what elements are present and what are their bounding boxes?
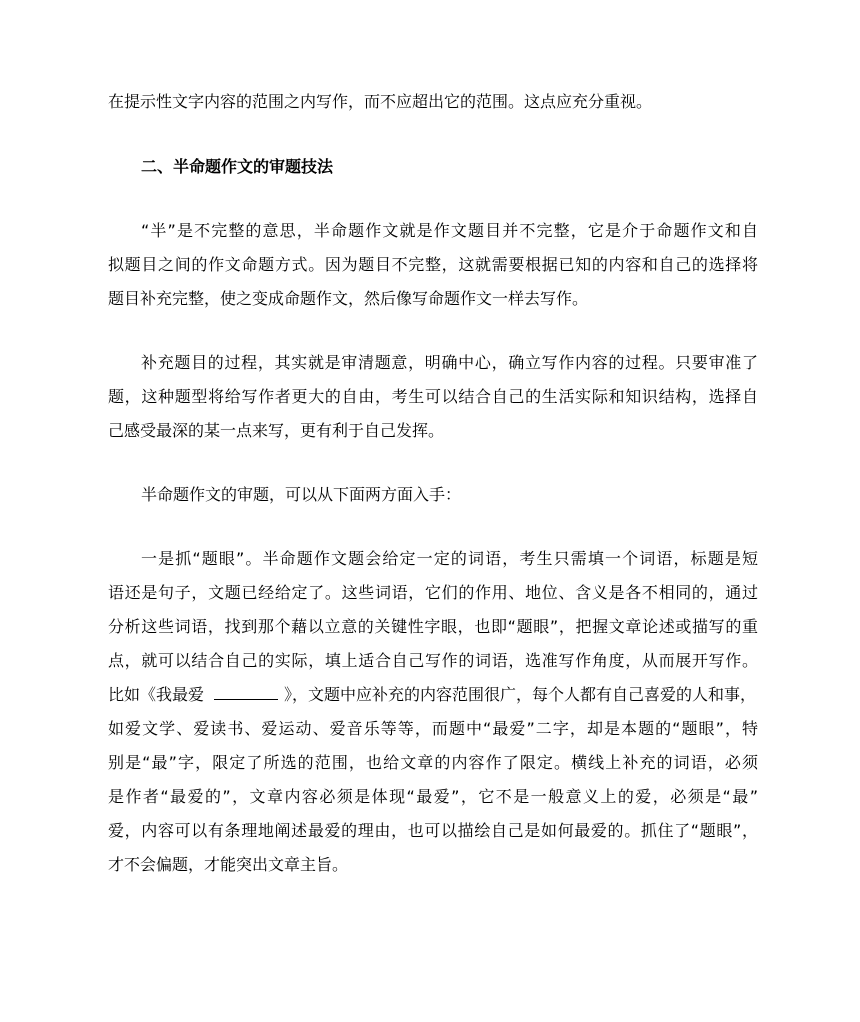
blank-line-suffix: 》，文题中应补充的内容范围很广，每个人都有自己喜爱的人和事， <box>284 685 757 704</box>
para2-line-3: 己感受最深的某一点来写，更有利于自己发挥。 <box>108 421 445 440</box>
blank-line-prefix: 比如《我最爱 <box>108 685 205 704</box>
para1-line-3: 题目补充完整，使之变成命题作文，然后像写命题作文一样去写作。 <box>108 289 589 308</box>
para2-line-1: 补充题目的过程，其实就是审清题意，明确中心，确立写作内容的过程。只要审准了 <box>141 353 758 372</box>
para4-line-10: 才不会偏题，才能突出文章主旨。 <box>108 855 349 874</box>
para1-line-1: “半”是不完整的意思，半命题作文就是作文题目并不完整，它是介于命题作文和自 <box>141 221 758 240</box>
para4-line-1: 一是抓“题眼”。半命题作文题会给定一定的词语，考生只需填一个词语，标题是短 <box>141 549 758 568</box>
para4-line-8: 是作者“最爱的”，文章内容必须是体现“最爱”，它不是一般意义上的爱，必须是“最” <box>108 787 758 806</box>
para3-line-1: 半命题作文的审题，可以从下面两方面入手： <box>141 485 462 504</box>
para4-line-6: 如爱文学、爱读书、爱运动、爱音乐等等，而题中“最爱”二字，却是本题的“题眼”，特 <box>108 719 758 738</box>
para2-line-2: 题，这种题型将给写作者更大的自由，考生可以结合自己的生活实际和知识结构，选择自 <box>108 387 758 406</box>
para4-line-3: 分析这些词语，找到那个藉以立意的关键性字眼，也即“题眼”，把握文章论述或描写的重 <box>108 617 758 636</box>
intro-tail-text: 在提示性文字内容的范围之内写作，而不应超出它的范围。这点应充分重视。 <box>108 92 653 111</box>
para4-line-4: 点，就可以结合自己的实际，填上适合自己写作的词语，选准写作角度，从而展开写作。 <box>108 651 758 670</box>
para4-line-9: 爱，内容可以有条理地阐述最爱的理由，也可以描绘自己是如何最爱的。抓住了“题眼”， <box>108 821 758 840</box>
section-heading: 二、半命题作文的审题技法 <box>141 157 334 176</box>
para4-line-5 <box>108 685 758 705</box>
fill-in-blank-underline <box>214 685 278 700</box>
para4-line-2: 语还是句子，文题已经给定了。这些词语，它们的作用、地位、含义是各不相同的，通过 <box>108 583 758 602</box>
para4-line-7: 别是“最”字，限定了所选的范围，也给文章的内容作了限定。横线上补充的词语，必须 <box>108 753 758 772</box>
para1-line-2: 拟题目之间的作文命题方式。因为题目不完整，这就需要根据已知的内容和自己的选择将 <box>108 255 758 274</box>
